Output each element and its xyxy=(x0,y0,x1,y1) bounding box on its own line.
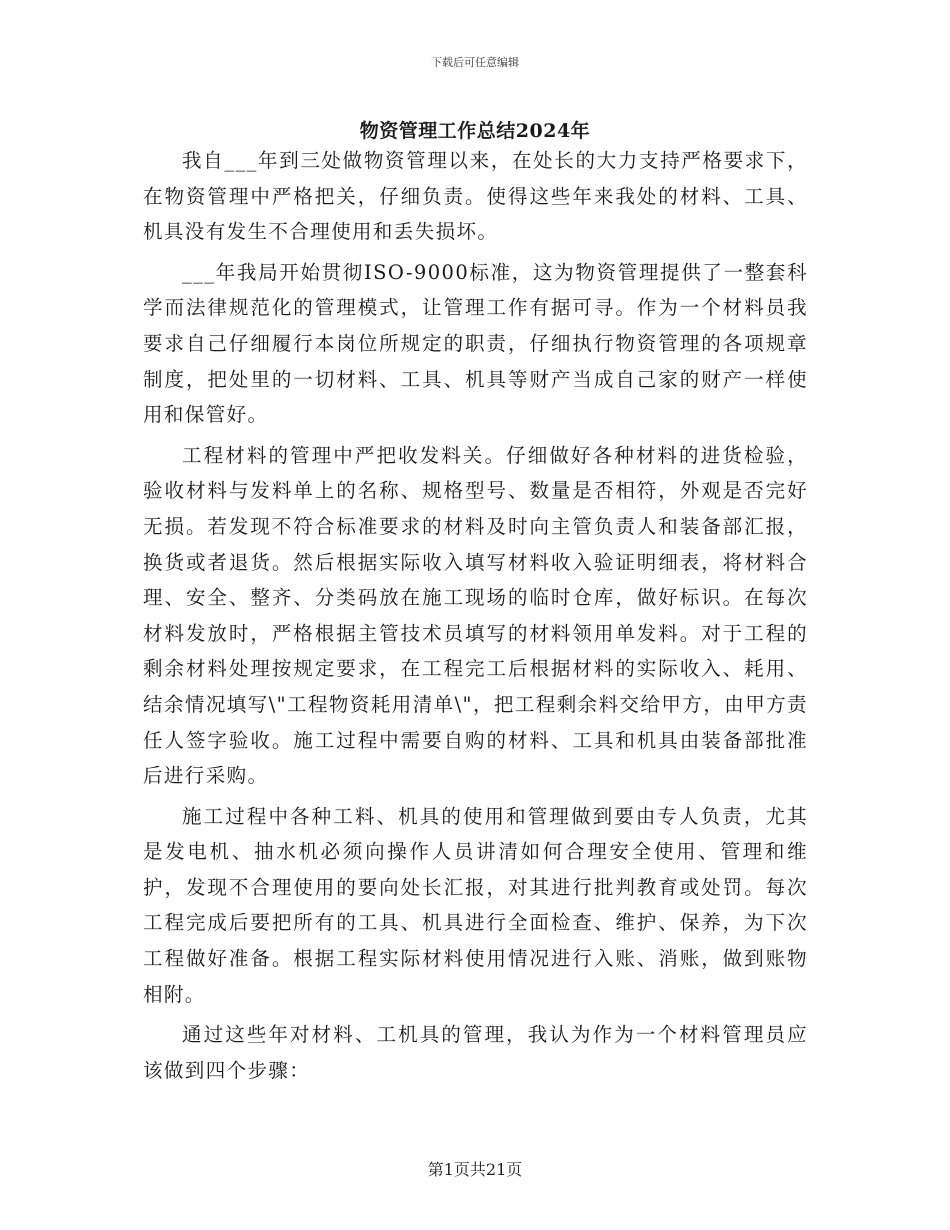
paragraph: 施工过程中各种工料、机具的使用和管理做到要由专人负责，尤其是发电机、抽水机必须向操作人员讲清如何合理安全使用、管理和维护，发现不合理使用的要向处长汇报，对其进行批判教育或处罚。每次工程完成后要把所有的工具、机具进行全面检查、维护、保养，为下次工程做好准备。根据工程实际材料使用情况进行入账、消账，做到账物相附。 xyxy=(143,804,808,1006)
paragraph: 工程材料的管理中严把收发料关。仔细做好各种材料的进货检验，验收材料与发料单上的名称、规格型号、数量是否相符，外观是否完好无损。若发现不符合标准要求的材料及时向主管负责人和装备部汇报，换货或者退货。然后根据实际收入填写材料收入验证明细表，将材料合理、安全、整齐、分类码放在施工现场的临时仓库，做好标识。在每次材料发放时，严格根据主管技术员填写的材料领用单发料。对于工程的剩余材料处理按规定要求，在工程完工后根据材料的实际收入、耗用、结余情况填写\"工程物资耗用清单\"，把工程剩余料交给甲方，由甲方责任人签字验收。施工过程中需要自购的材料、工具和机具由装备部批准后进行采购。 xyxy=(143,443,808,788)
paragraph: 通过这些年对材料、工机具的管理，我认为作为一个材料管理员应该做到四个步骤： xyxy=(143,1023,808,1082)
page-header-note: 下载后可任意编辑 xyxy=(431,56,519,69)
document-body xyxy=(143,143,808,1093)
paragraph: ___年我局开始贯彻ISO-9000标准，这为物资管理提供了一整套科学而法律规范化的管理模式，让管理工作有据可寻。作为一个材料员我要求自己仔细履行本岗位所规定的职责，仔细执行物资管理的各项规章制度，把处里的一切材料、工具、机具等财产当成自己家的财产一样使用和保管好。 xyxy=(143,260,808,427)
page-number-footer: 第1页共21页 xyxy=(427,1160,523,1179)
document-title: 物资管理工作总结2024年 xyxy=(359,120,591,142)
paragraph: 我自___年到三处做物资管理以来，在处长的大力支持严格要求下，在物资管理中严格把关，仔细负责。使得这些年来我处的材料、工具、机具没有发生不合理使用和丢失损坏。 xyxy=(143,149,808,244)
